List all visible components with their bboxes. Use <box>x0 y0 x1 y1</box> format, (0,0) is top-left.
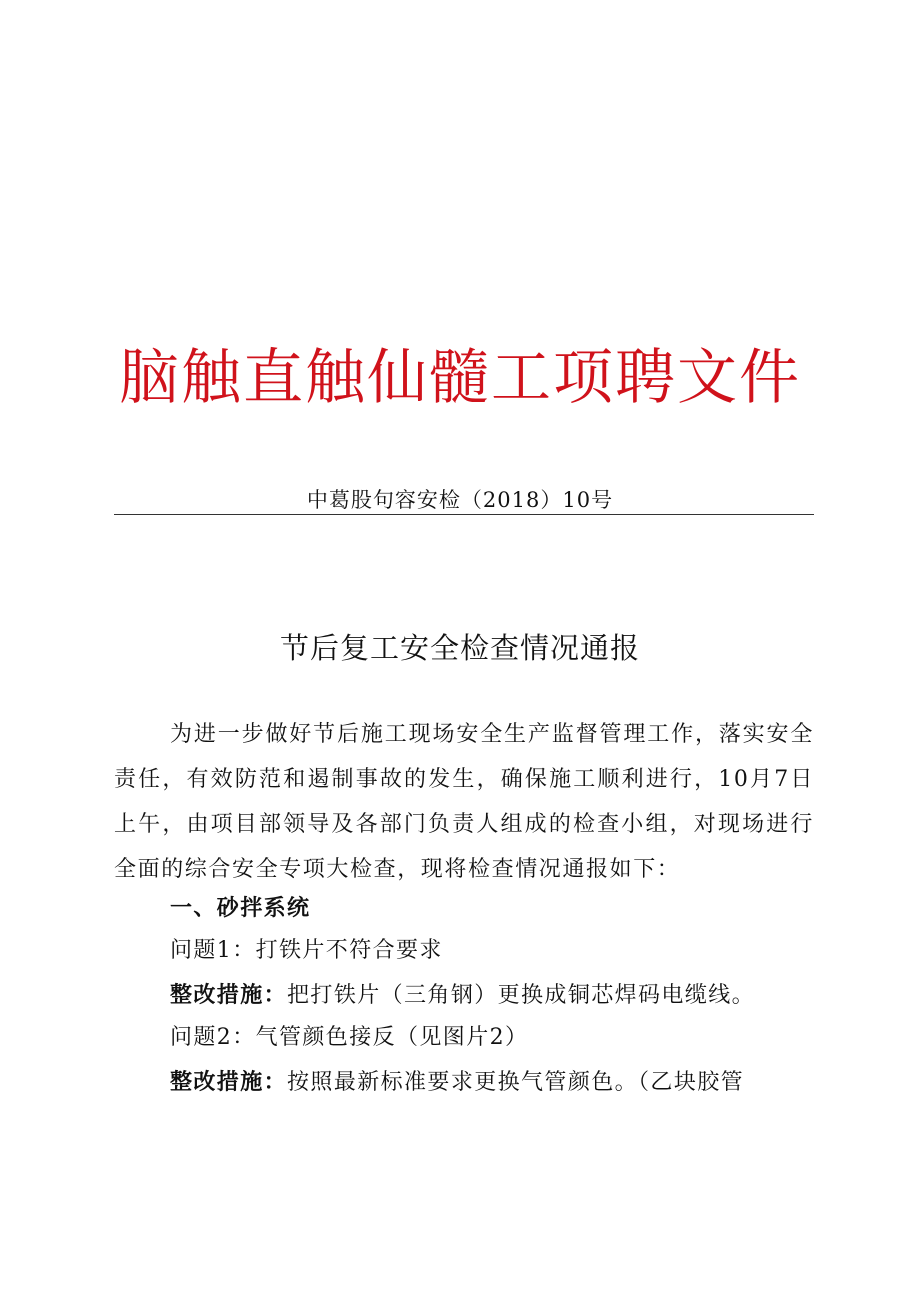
header-divider <box>114 514 814 515</box>
issue-2: 问题2：气管颜色接反（见图片2） <box>170 1025 529 1050</box>
report-title: 节后复工安全检查情况通报 <box>279 631 640 665</box>
measure-2 <box>170 1063 744 1102</box>
measure-label: 整改措施： <box>170 982 288 1008</box>
document-header-title: 脑触直触仙髓工项聘文件 <box>119 343 801 413</box>
issue-1: 问题1：打铁片不符合要求 <box>170 938 443 963</box>
measure-1 <box>170 976 755 1015</box>
section-heading: 一、砂拌系统 <box>170 895 311 921</box>
measure-2-text: 按照最新标准要求更换气管颜色。（乙块胶管 <box>287 1070 745 1095</box>
measure-1-text: 把打铁片（三角钢）更换成铜芯焊码电缆线。 <box>287 983 756 1008</box>
intro-paragraph: 为进一步做好节后施工现场安全生产监督管理工作，落实安全责任，有效防范和遏制事故的发生，确保施工顺利进行，10月7日上午，由项目部领导及各部门负责人组成的检查小组，对现场进行全面的综合安全专项大检查，现将检查情况通报如下： <box>114 722 814 882</box>
document-number: 中葛股句容安检（2018）10号 <box>306 488 614 512</box>
measure-label: 整改措施： <box>170 1069 288 1095</box>
